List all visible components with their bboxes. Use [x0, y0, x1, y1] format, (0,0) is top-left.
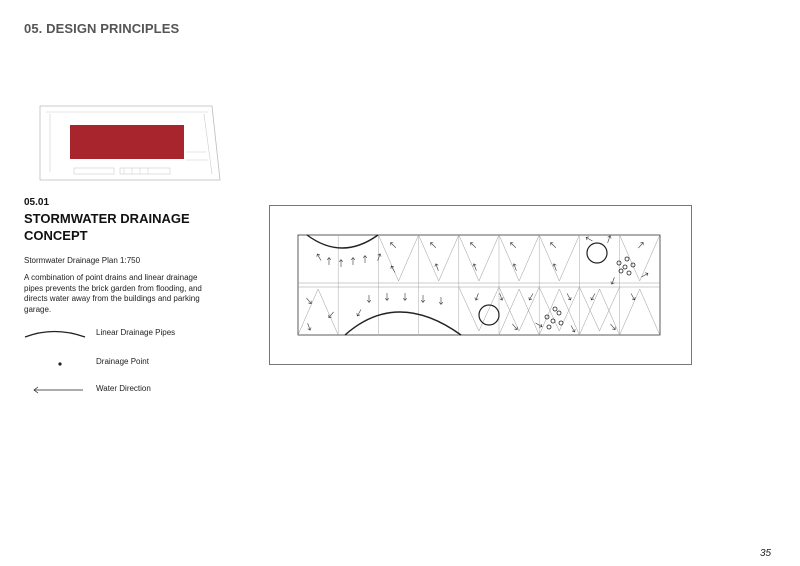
- legend-item: [24, 354, 244, 374]
- legend-label: Linear Drainage Pipes: [96, 328, 176, 337]
- description: A combination of point drains and linear drainage pipes prevents the brick garden from flooding, and directs water away from the buildings and parking garage.: [24, 273, 202, 314]
- legend-item: [24, 324, 244, 344]
- legend: [24, 324, 244, 404]
- plan-label: Stormwater Drainage Plan 1:750: [24, 256, 141, 265]
- legend-label: Drainage Point: [96, 357, 149, 366]
- drainage-plan: [269, 205, 692, 365]
- section-header: 05. DESIGN PRINCIPLES: [24, 21, 180, 36]
- arrow-left-icon: [24, 381, 86, 399]
- site-keymap: [36, 100, 222, 182]
- section-number: 05.01: [24, 197, 50, 208]
- section-title-line1: STORMWATER DRAINAGE: [24, 211, 190, 226]
- curve-line-icon: [24, 324, 86, 342]
- garden-outline: [298, 235, 660, 335]
- legend-label: Water Direction: [96, 384, 151, 393]
- legend-item: [24, 381, 244, 401]
- page-number: 35: [760, 548, 772, 559]
- dot-icon: [24, 354, 86, 372]
- keymap-highlight: [70, 125, 184, 159]
- section-title-line2: CONCEPT: [24, 228, 88, 243]
- section-title: [24, 210, 224, 244]
